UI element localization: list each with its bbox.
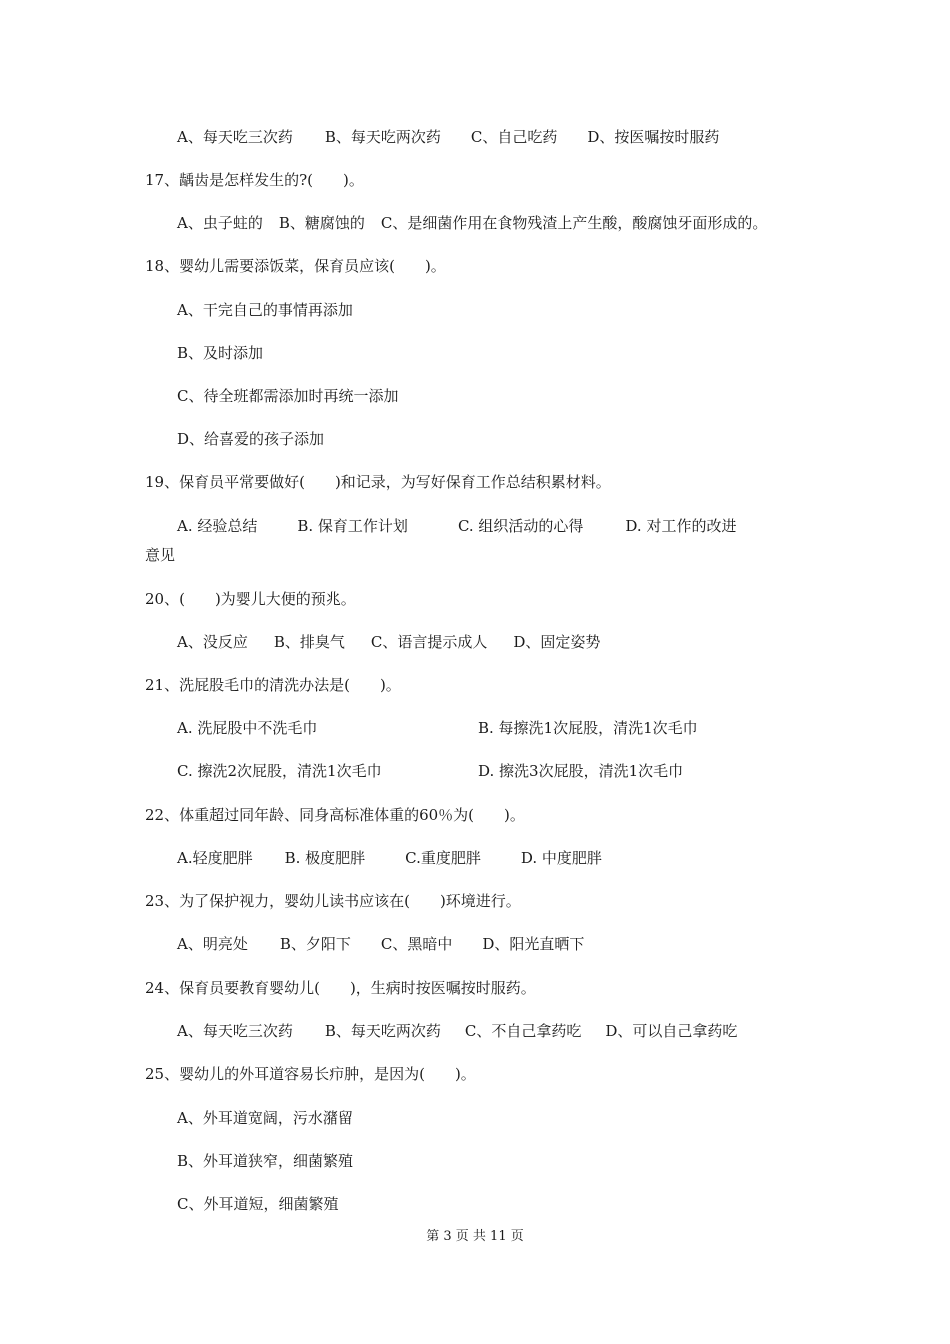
q18-option-c: C、待全班都需添加时再统一添加 [177,387,399,405]
option-c: C.重度肥胖 [405,849,481,867]
option-c: C、不自己拿药吃 [464,1022,582,1040]
q18-option-a: A、干完自己的事情再添加 [177,301,353,319]
question-21: 21、洗屁股毛巾的清洗办法是( )。 [145,676,401,694]
question-22: 22、体重超过同年龄、同身高标准体重的60％为( )。 [145,806,525,824]
option-c: C、自己吃药 [470,128,558,146]
q24-options [177,1021,737,1041]
option-a: A、每天吃三次药 [177,128,293,146]
option-a: A、虫子蛀的 [177,214,263,232]
option-a: A、每天吃三次药 [177,1022,293,1040]
q21-option-c: C. 擦洗2次屁股，清洗1次毛巾 [177,762,382,780]
q18-option-d: D、给喜爱的孩子添加 [177,430,325,448]
q25-option-b: B、外耳道狭窄，细菌繁殖 [177,1152,354,1170]
question-17: 17、龋齿是怎样发生的?( )。 [145,171,364,189]
q21-option-b: B. 每擦洗1次屁股，清洗1次毛巾 [478,719,698,737]
q19-options [177,516,736,536]
option-b: B、糖腐蚀的 [278,214,365,232]
option-c: C. 组织活动的心得 [457,517,584,535]
option-d: D、固定姿势 [513,633,601,651]
page-number-footer: 第 3 页 共 11 页 [426,1229,524,1244]
option-b: B、每天吃两次药 [324,1022,441,1040]
option-b: B、每天吃两次药 [324,128,441,146]
option-d: D、可以自己拿药吃 [605,1022,738,1040]
q17-options [177,213,767,233]
option-a: A、明亮处 [177,935,248,953]
question-20: 20、( )为婴儿大便的预兆。 [145,590,356,608]
option-c: C、黑暗中 [380,935,453,953]
option-d: D、阳光直晒下 [482,935,585,953]
option-d: D. 对工作的改进 [625,517,737,535]
q22-options [177,848,602,868]
option-a: A.轻度肥胖 [177,849,253,867]
question-23: 23、为了保护视力，婴幼儿读书应该在( )环境进行。 [145,892,521,910]
q21-option-a: A. 洗屁股中不洗毛巾 [177,719,318,737]
option-c: C、语言提示成人 [370,633,488,651]
option-b: B、排臭气 [273,633,345,651]
q16-options [177,127,719,147]
q25-option-a: A、外耳道宽阔，污水潴留 [177,1109,353,1127]
q19-continuation: 意见 [145,546,176,564]
option-b: B、夕阳下 [279,935,351,953]
q25-option-c: C、外耳道短，细菌繁殖 [177,1195,339,1213]
option-d: D、按医嘱按时服药 [587,128,720,146]
q23-options [177,934,584,954]
q20-options [177,632,600,652]
q21-option-d: D. 擦洗3次屁股，清洗1次毛巾 [478,762,684,780]
question-24: 24、保育员要教育婴幼儿( )，生病时按医嘱按时服药。 [145,979,536,997]
option-b: B. 极度肥胖 [284,849,366,867]
option-b: B. 保育工作计划 [297,517,408,535]
option-a: A. 经验总结 [177,517,258,535]
option-c: C、是细菌作用在食物残渣上产生酸，酸腐蚀牙面形成的。 [380,214,768,232]
question-18: 18、婴幼儿需要添饭菜，保育员应该( )。 [145,257,446,275]
option-a: A、没反应 [177,633,248,651]
question-19: 19、保育员平常要做好( )和记录，为写好保育工作总结积累材料。 [145,473,611,491]
q18-option-b: B、及时添加 [177,344,264,362]
question-25: 25、婴幼儿的外耳道容易长疖肿，是因为( )。 [145,1065,476,1083]
option-d: D. 中度肥胖 [520,849,602,867]
